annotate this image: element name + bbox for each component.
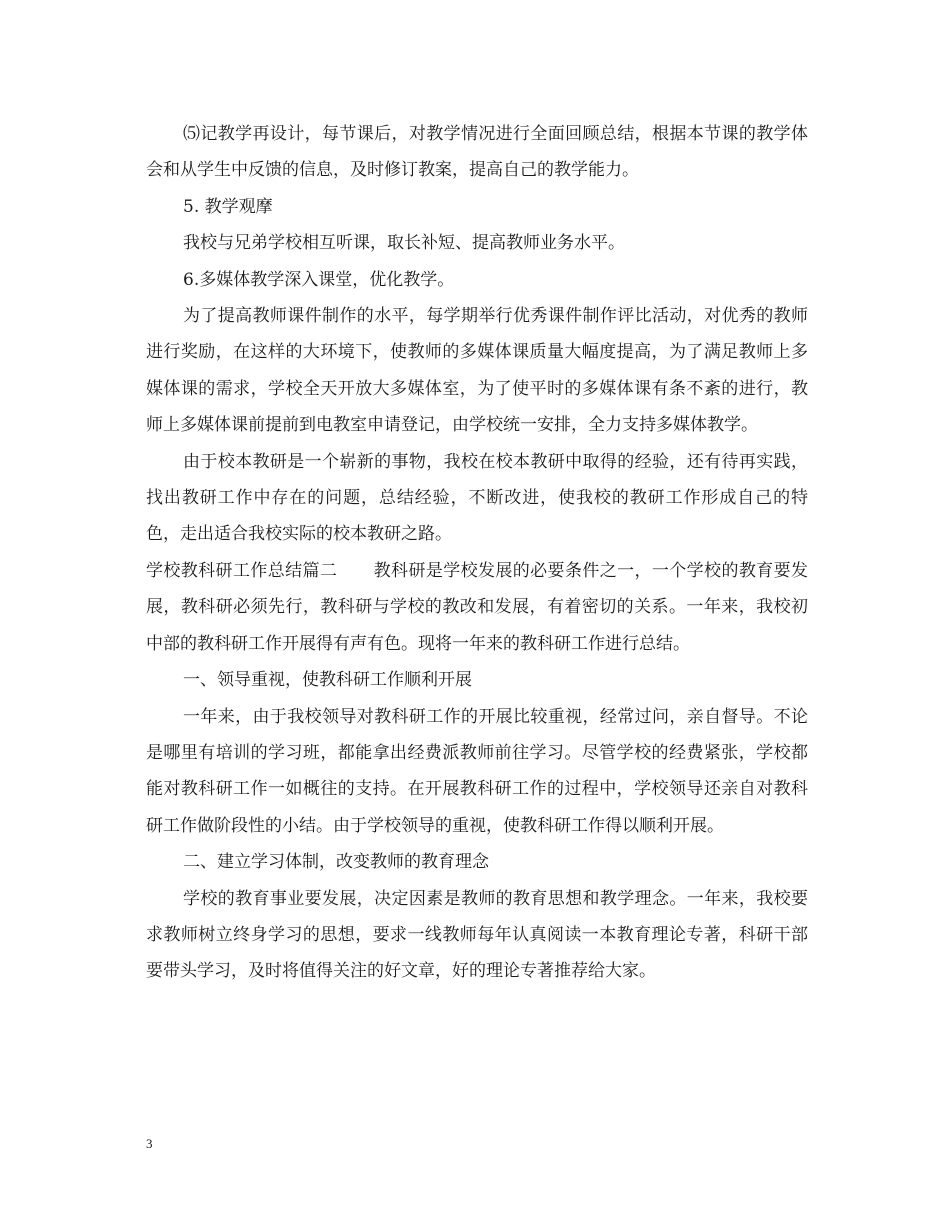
section-intro: 教科研是学校发展的必要条件之一，一个学校的教育要发展，教科研必须先行，教科研与学校的教改和发展，有着密切的关系。一年来，我校初中部的教科研工作开展得有声有色。现将一年来的教科研工作进行总结。: [146, 560, 809, 654]
document-body: [146, 116, 808, 990]
paragraph-school-research: 由于校本教研是一个崭新的事物，我校在校本教研中取得的经验，还有待再实践，找出教研工作中存在的问题，总结经验，不断改进，使我校的教研工作形成自己的特色，走出适合我校实际的校本教研之路。: [146, 451, 808, 545]
heading-leadership: 一、领导重视，使教科研工作顺利开展: [183, 670, 472, 691]
paragraph-learning-system: 学校的教育事业要发展，决定因素是教师的教育思想和教学理念。一年来，我校要求教师树立终身学习的思想，要求一线教师每年认真阅读一本教育理论专著，科研干部要带头学习，及时将值得关注的好文章，好的理论专著推荐给大家。: [146, 888, 808, 982]
paragraph-courseware-contest: 为了提高教师课件制作的水平，每学期举行优秀课件制作评比活动，对优秀的教师进行奖励，在这样的大环境下，使教师的多媒体课质量大幅度提高，为了满足教师上多媒体课的需求，学校全天开放大多媒体室，为了使平时的多媒体课有条不紊的进行，教师上多媒体课前提前到电教室申请登记，由学校统一安排，全力支持多媒体教学。: [146, 306, 808, 436]
heading-learning-system: 二、建立学习体制，改变教师的教育理念: [183, 852, 489, 873]
paragraph-summary-part-two: [146, 553, 808, 662]
heading-multimedia-teaching: 6.多媒体教学深入课堂，优化教学。: [183, 269, 455, 290]
heading-teaching-observation: 5. 教学观摩: [183, 196, 273, 217]
paragraph-lesson-redesign: ⑸记教学再设计，每节课后，对教学情况进行全面回顾总结，根据本节课的教学体会和从学生中反馈的信息，及时修订教案，提高自己的教学能力。: [146, 124, 808, 181]
paragraph-leadership: 一年来，由于我校领导对教科研工作的开展比较重视，经常过问，亲自督导。不论是哪里有培训的学习班，都能拿出经费派教师前往学习。尽管学校的经费紧张，学校都能对教科研工作一如概往的支持。在开展教科研工作的过程中，学校领导还亲自对教科研工作做阶段性的小结。由于学校领导的重视，使教科研工作得以顺利开展。: [146, 706, 808, 836]
section-title: 学校教科研工作总结篇二: [146, 560, 338, 581]
paragraph-mutual-lessons: 我校与兄弟学校相互听课，取长补短、提高教师业务水平。: [183, 233, 625, 254]
page-number: 3: [146, 1136, 153, 1151]
